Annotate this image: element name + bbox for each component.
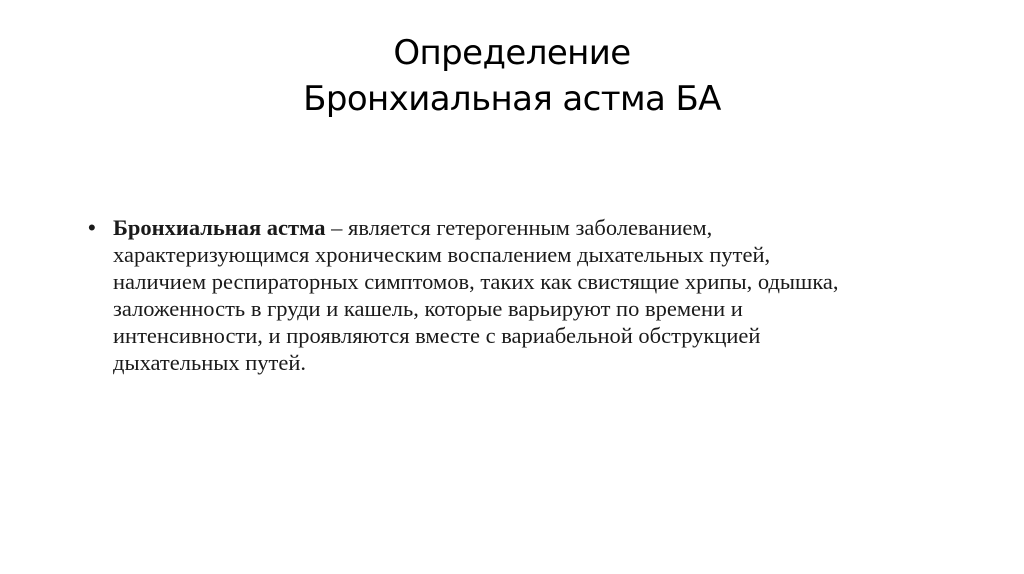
- title-line-topic: Бронхиальная астма БА: [303, 79, 721, 119]
- slide-body: [88, 214, 848, 376]
- slide-title: [0, 30, 1024, 122]
- title-line-definition: Определение: [393, 33, 631, 73]
- bullet-paragraph: [113, 214, 848, 376]
- bullet-item: [88, 214, 848, 376]
- bullet-definition-text: – является гетерогенным заболеванием, характеризующимся хроническим воспалением дыхательных путей, наличием респираторных симптомов, таких как свистящие хрипы, одышка, заложенность в груди и кашель, которые варьируют по времени и интенсивности, и проявляются вместе с вариабельной обструкцией дыхательных путей.: [113, 215, 839, 375]
- bullet-marker: •: [88, 215, 96, 240]
- bullet-term: Бронхиальная астма: [113, 215, 326, 240]
